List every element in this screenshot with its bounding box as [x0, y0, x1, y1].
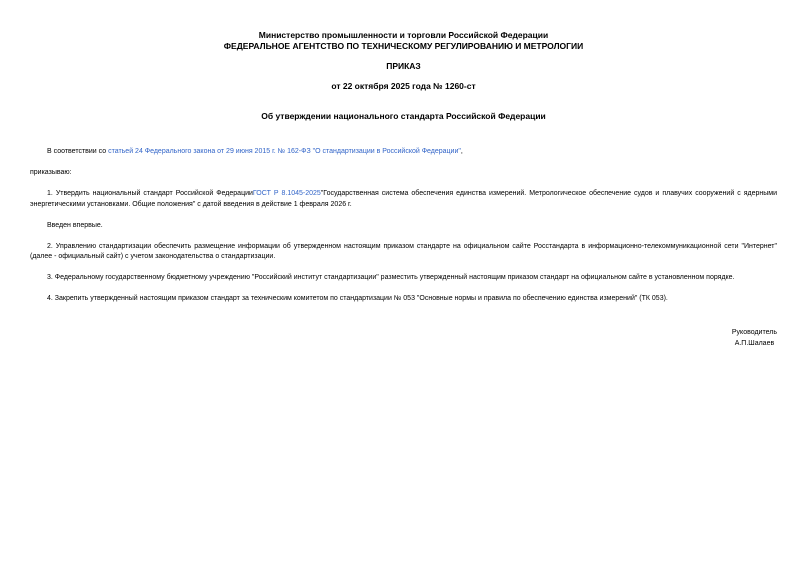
- signature: [732, 327, 777, 349]
- paragraph-vveden: Введен впервые.: [47, 221, 103, 229]
- signature-title: Руководитель: [731, 328, 777, 336]
- paragraph-item4: 4. Закрепить утвержденный настоящим приказом стандарт за техническим комитетом по стандартизации № 053 "Основные нормы и правила по обеспечению единства измерений" (ТК 053).: [47, 295, 668, 302]
- document-header: [30, 30, 777, 92]
- item1-text-post: "Государственная система обеспечения единства измерений. Метрологическое обеспечение судов и плавучих сооружений с ядерными энергетическими установками. Общие положения" с датой введения в действие 1 февраля 2026 г.: [30, 190, 777, 208]
- paragraph-item3: 3. Федеральному государственному бюджетному учреждению "Российский институт стандартизации" разместить утвержденный настоящим приказом стандарт на официальном сайте в установленном порядке.: [47, 274, 735, 281]
- doc-date-number-line: от 22 октября 2025 года № 1260-ст: [331, 81, 476, 91]
- law-reference-link[interactable]: статьей 24 Федерального закона от 29 июня 2015 г. № 162-ФЗ "О стандартизации в Российской Федерации": [108, 148, 461, 155]
- document-body: [30, 147, 777, 305]
- paragraph-intro: [30, 147, 777, 158]
- paragraph-prikaz: приказываю:: [30, 169, 72, 176]
- ministry-line: Министерство промышленности и торговли Российской Федерации: [258, 30, 549, 40]
- paragraph-item1: [30, 189, 777, 210]
- intro-text-pre: В соответствии со: [47, 148, 109, 155]
- agency-line: ФЕДЕРАЛЬНОЕ АГЕНТСТВО ПО ТЕХНИЧЕСКОМУ РЕГУЛИРОВАНИЮ И МЕТРОЛОГИИ: [223, 41, 584, 51]
- paragraph-item2: 2. Управлению стандартизации обеспечить размещение информации об утвержденном настоящим приказом стандарте на официальном сайте Росстандарта в информационно-телекоммуникационной сети "Интернет" (далее - официальный сайт) с учетом законодательства о стандартизации.: [30, 242, 777, 260]
- doc-type-line: ПРИКАЗ: [386, 61, 421, 71]
- intro-text-post: ,: [460, 148, 463, 155]
- signature-name: А.П.Шалаев: [734, 339, 775, 347]
- doc-title: Об утверждении национального стандарта Российской Федерации: [261, 111, 546, 121]
- signature-block: [30, 327, 777, 349]
- gost-standard-link[interactable]: ГОСТ Р 8.1045-2025: [252, 190, 321, 197]
- item1-text-pre: 1. Утвердить национальный стандарт Российской Федерации: [47, 190, 253, 197]
